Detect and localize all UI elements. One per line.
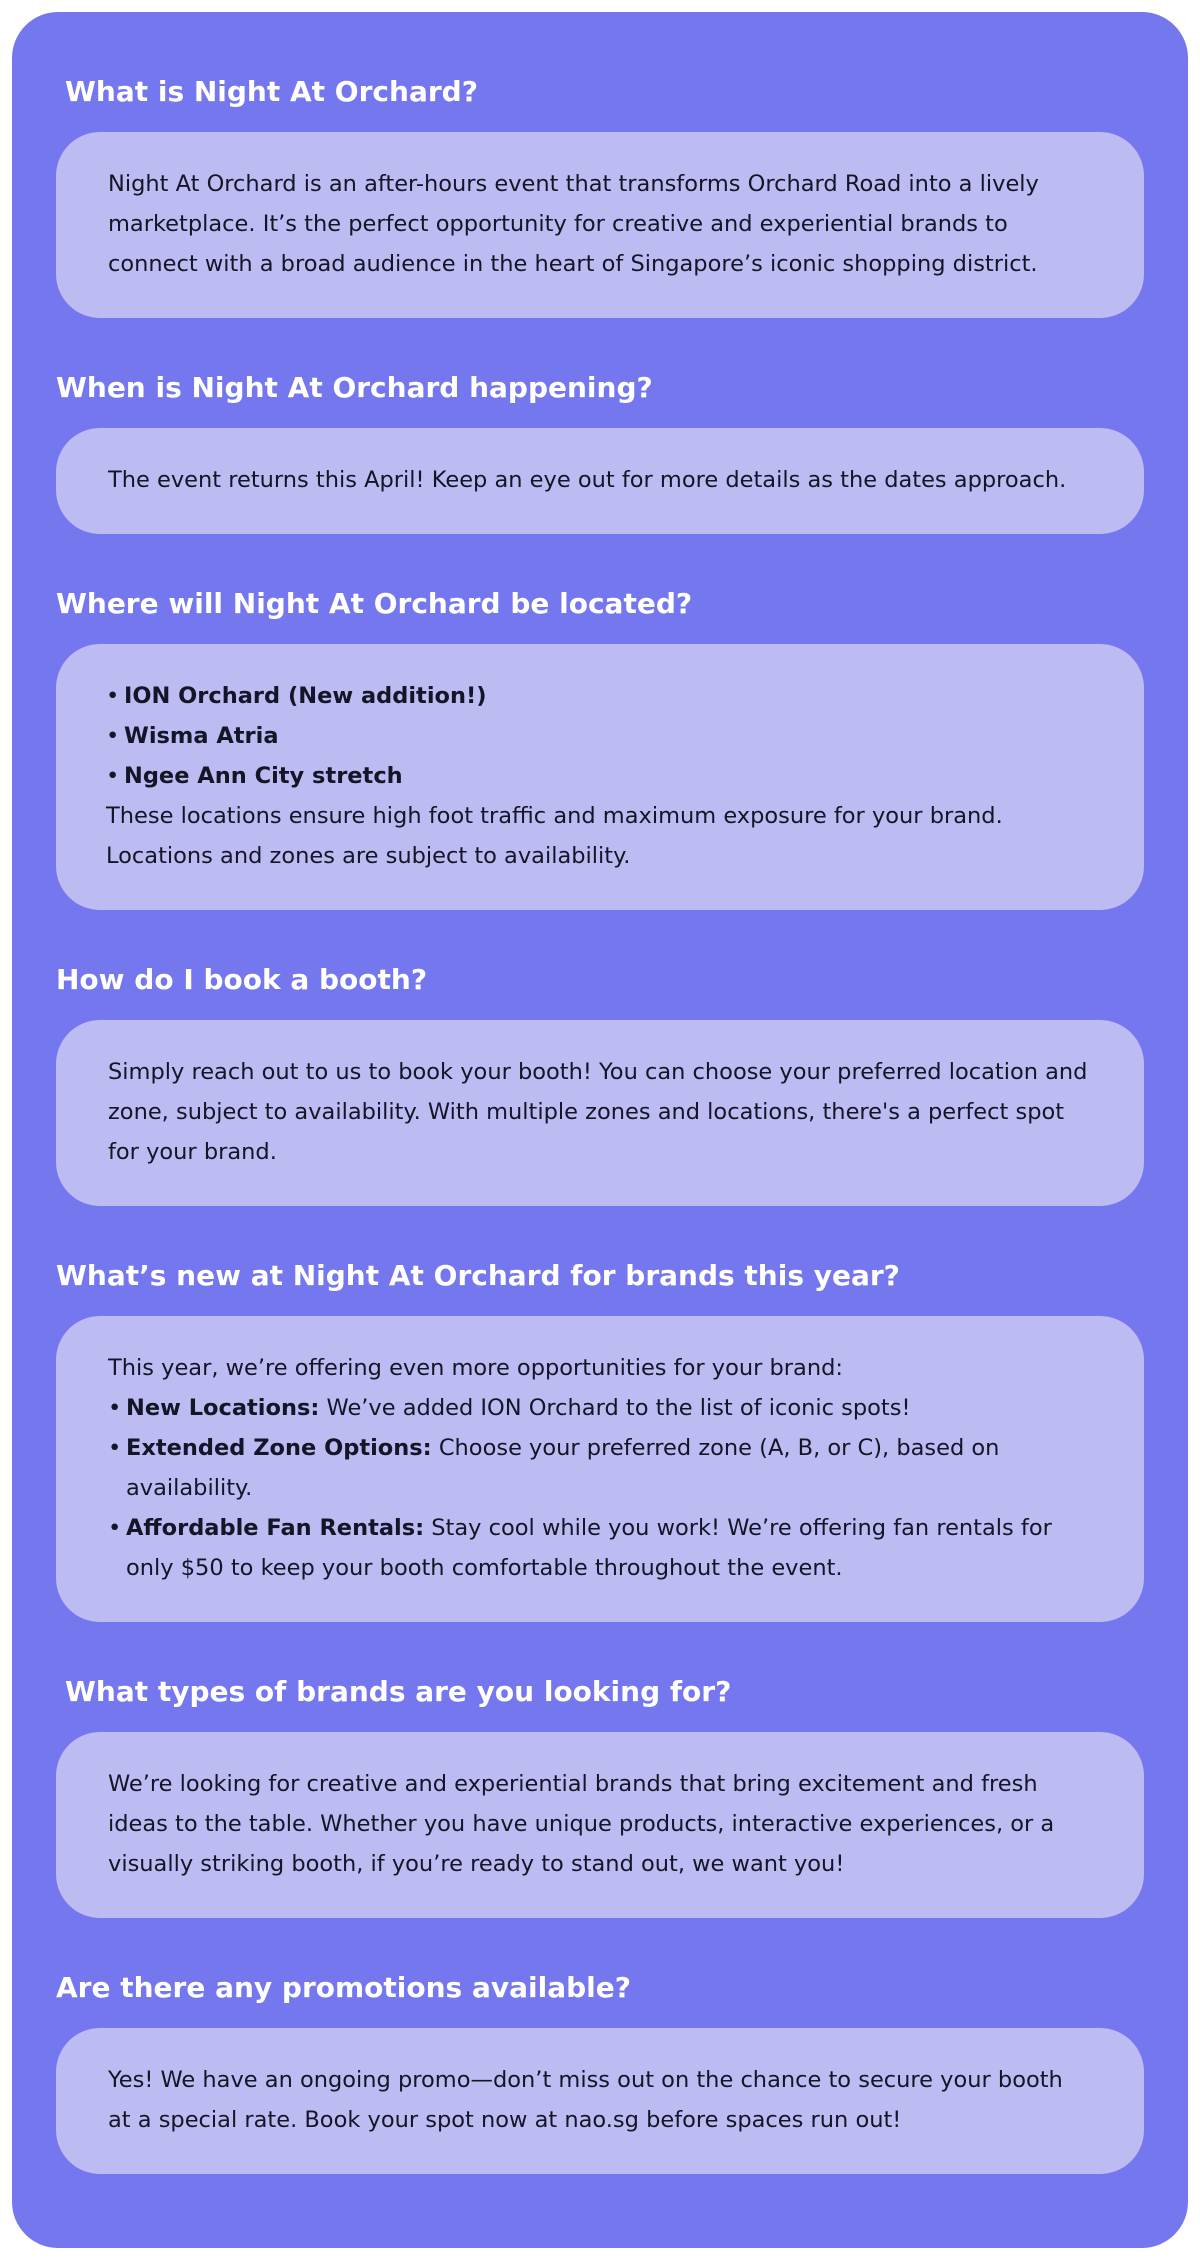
faq-answer-text: We’re looking for creative and experiential brands that bring excitement and fresh ideas to the table. Whether you have unique products, interactive experiences, or a visually striking booth, if you’re ready to stand out, we want you! xyxy=(108,1771,1055,1877)
faq-answer-card xyxy=(56,1020,1144,1206)
faq-answer-card xyxy=(56,644,1144,910)
faq-item-whats-new xyxy=(56,1258,1144,1622)
faq-answer-text: Night At Orchard is an after-hours event that transforms Orchard Road into a lively marketplace. It’s the perfect opportunity for creative and experiential brands to connect with a broad audience in the heart of Singapore’s iconic shopping district. xyxy=(108,171,1039,277)
faq-answer-card xyxy=(56,428,1144,534)
faq-answer-card xyxy=(56,1732,1144,1918)
location-item: • Ngee Ann City stretch xyxy=(106,756,1092,796)
faq-item-promotions xyxy=(56,1970,1144,2174)
location-item: • Wisma Atria xyxy=(106,716,1092,756)
feature-list xyxy=(108,1388,1092,1588)
faq-answer-intro: This year, we’re offering even more opportunities for your brand: xyxy=(108,1355,843,1381)
faq-answer-text: Yes! We have an ongoing promo—don’t miss out on the chance to secure your booth at a special rate. Book your spot now at nao.sg before spaces run out! xyxy=(108,2067,1063,2133)
feature-item: • Extended Zone Options: Choose your preferred zone (A, B, or C), based on availability. xyxy=(108,1428,1092,1508)
faq-question: What types of brands are you looking for? xyxy=(65,1675,732,1708)
faq-question: Are there any promotions available? xyxy=(56,1971,631,2004)
feature-item: • New Locations: We’ve added ION Orchard to the list of iconic spots! xyxy=(108,1388,1092,1428)
faq-question: How do I book a booth? xyxy=(56,963,428,996)
location-item: • ION Orchard (New addition!) xyxy=(106,676,1092,716)
faq-answer-card xyxy=(56,132,1144,318)
faq-item-where xyxy=(56,586,1144,910)
faq-question: What’s new at Night At Orchard for brands this year? xyxy=(56,1259,900,1292)
faq-answer-text: Simply reach out to us to book your booth! You can choose your preferred location and zone, subject to availability. With multiple zones and locations, there's a perfect spot for your brand. xyxy=(108,1059,1088,1165)
faq-item-what xyxy=(56,74,1144,318)
feature-item: • Affordable Fan Rentals: Stay cool while you work! We’re offering fan rentals for only $50 to keep your booth comfortable throughout the event. xyxy=(108,1508,1092,1588)
faq-answer-card xyxy=(56,2028,1144,2174)
faq-answer-text: These locations ensure high foot traffic and maximum exposure for your brand. Locations and zones are subject to availability. xyxy=(106,803,1003,869)
location-list xyxy=(106,676,1092,796)
faq-answer-card xyxy=(56,1316,1144,1622)
faq-item-when xyxy=(56,370,1144,534)
faq-panel xyxy=(12,12,1188,2248)
faq-question: What is Night At Orchard? xyxy=(65,75,478,108)
faq-item-brand-types xyxy=(56,1674,1144,1918)
faq-item-booking xyxy=(56,962,1144,1206)
faq-question: When is Night At Orchard happening? xyxy=(56,371,653,404)
faq-question: Where will Night At Orchard be located? xyxy=(56,587,693,620)
faq-answer-text: The event returns this April! Keep an eye out for more details as the dates approach. xyxy=(108,467,1067,493)
